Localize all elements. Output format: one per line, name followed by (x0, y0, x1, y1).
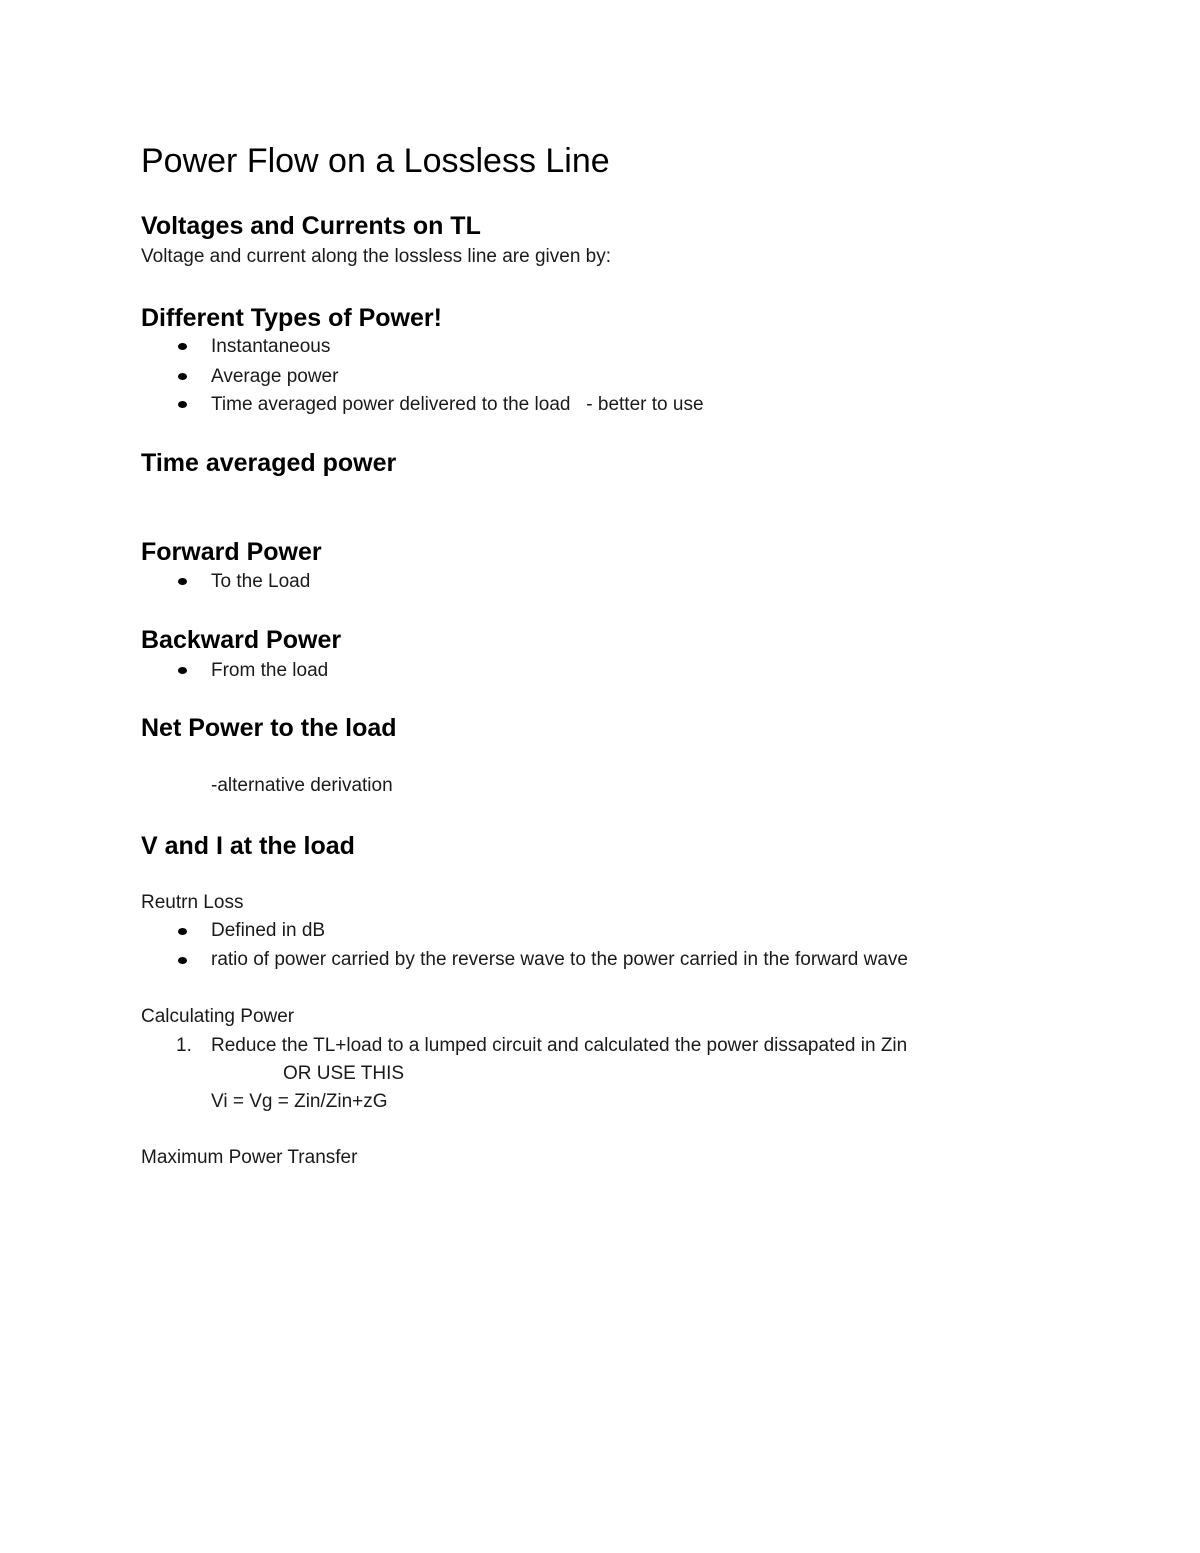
list-item: Defined in dB (211, 920, 326, 941)
bullet-icon (178, 578, 187, 585)
list-item: Instantaneous (211, 336, 331, 357)
step-text: Reduce the TL+load to a lumped circuit and calculated the power dissapated in Zin (211, 1035, 908, 1056)
page-title: Power Flow on a Lossless Line (141, 142, 610, 180)
bullet-icon (178, 343, 187, 350)
bullet-icon (178, 401, 187, 408)
heading-voltages-currents: Voltages and Currents on TL (141, 212, 481, 240)
max-power-transfer-label: Maximum Power Transfer (141, 1147, 358, 1168)
formula: Vi = Vg = Zin/Zin+zG (211, 1091, 388, 1112)
voltages-description: Voltage and current along the lossless line are given by: (141, 246, 612, 267)
list-item: ratio of power carried by the reverse wave to the power carried in the forward wave (211, 949, 908, 970)
list-item: Time averaged power delivered to the load - better to use (211, 394, 704, 415)
heading-types-of-power: Different Types of Power! (141, 304, 442, 332)
bullet-icon (178, 957, 187, 964)
bullet-icon (178, 373, 187, 380)
list-item: Average power (211, 366, 339, 387)
heading-time-averaged-power: Time averaged power (141, 449, 397, 477)
or-use-this: OR USE THIS (283, 1063, 405, 1084)
heading-net-power: Net Power to the load (141, 714, 397, 742)
heading-backward-power: Backward Power (141, 626, 342, 654)
list-item: From the load (211, 660, 329, 681)
calculating-power-label: Calculating Power (141, 1006, 295, 1027)
step-number: 1. (176, 1035, 192, 1056)
heading-v-and-i: V and I at the load (141, 832, 355, 860)
bullet-icon (178, 928, 187, 935)
return-loss-label: Reutrn Loss (141, 892, 244, 913)
list-item: To the Load (211, 571, 311, 592)
heading-forward-power: Forward Power (141, 538, 322, 566)
net-power-note: -alternative derivation (211, 775, 393, 796)
bullet-icon (178, 667, 187, 674)
